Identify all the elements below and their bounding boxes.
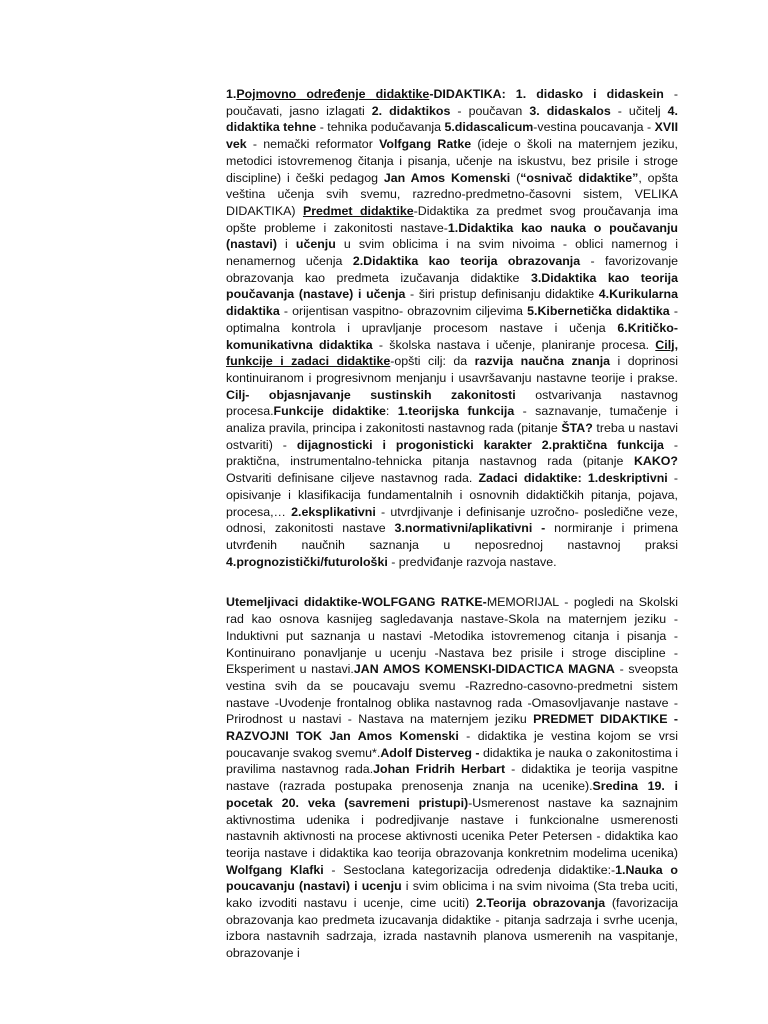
text-run: - školska nastava i učenje, planiranje procesa. [372, 337, 656, 352]
text-run: (ideje o školi na maternjem jeziku, metodici istovremenog čitanja i pisanja, učenje na iskustvu, bez prisile i stroge discipline) i češki pedagog [226, 137, 678, 185]
text-run: Funkcije didaktike [273, 404, 386, 419]
text-run: - utvrdjivanje i definisanje uzročno- posledične veze, odnosi, zakonitosti nastave [226, 504, 678, 536]
text-run: 2.Didaktika kao teorija obrazovanja [352, 254, 581, 269]
text-run: PREDMET DIDAKTIKE - RAZVOJNI TOK Jan Amos Komenski [226, 712, 678, 744]
text-run: -vestina poucavanja - [533, 120, 655, 135]
text-run [532, 438, 542, 452]
text-run: - didaktika je teorija vaspitne nastave (razrada postupaka prenosenja znanja na ucenike). [226, 762, 678, 794]
text-run: Jan Amos Komenski [383, 170, 511, 185]
text-run: - tehnika podučavanja [316, 120, 445, 135]
text-run: Pojmovno određenje didaktike [236, 87, 430, 101]
text-run: ostvarivanja nastavnog procesa. [226, 387, 678, 419]
text-run: - nemački reformator [246, 137, 380, 152]
text-run: 4.prognozistički/futurološki [226, 554, 388, 569]
text-run: 5.Kibernetička didaktika [527, 304, 670, 319]
text-run: - poučavati, jasno izlagati [226, 87, 679, 118]
text-run: 6.Kritičko-komunikativna didaktika [226, 320, 678, 352]
text-run: - sveopsta vestina svih da se poucavaju svemu -Razredno-casovno-predmetni sistem nastave -Uvodenje frontalnog oblika nastavnog rada -Omasovljavanje nastave -Prirodnost u nastavi - Nastava na maternjem jeziku [226, 662, 679, 727]
text-run: Cilj- objasnjavanje sustinskih zakonitosti [226, 387, 516, 402]
text-run: 3.normativni/aplikativni - [394, 521, 546, 536]
text-run: KAKO? [633, 454, 678, 469]
text-run: 2.Teorija obrazovanja [475, 896, 606, 911]
paragraph-utemeljivaci-didaktike [226, 594, 678, 961]
text-run: - saznavanje, tumačenje i analiza pravila, principa i zakonitosti nastavnog rada (pitanje [226, 404, 678, 436]
text-run: 1. [226, 87, 237, 101]
text-run: - optimalna kontrola i upravljanje procesom nastave i učenja [226, 304, 678, 335]
text-run: Ostvariti definisane ciljeve nastavnog rada. [226, 471, 479, 486]
text-run: MEMORIJAL - pogledi na Skolski rad kao osnova kasnijeg sagledavanja nastave-Skola na maternjem jeziku -Induktivni put saznanja u nastavi -Metodika istovremenog citanja i pisanja -Kontinuirano ponavljanje u ucenju -Nastava bez prisile i stroge discipline -Eksperiment u nastavi. [226, 595, 678, 677]
text-run: 1.Nauka o poucavanju (nastavi) i ucenju [226, 862, 678, 894]
text-run: - praktična, instrumentalno-tehnicka pitanja nastavnog rada (pitanje [226, 437, 678, 469]
text-run: Zadaci didaktike: 1.deskriptivni [478, 471, 668, 486]
text-run: 4. didaktika tehne [226, 103, 678, 135]
text-run: razvija naučna znanja [474, 354, 611, 369]
text-run: 2.eksplikativni [291, 504, 376, 519]
text-run: učenju [295, 237, 336, 252]
text-run: - Sestoclana kategorizacija odredenja didaktike:- [323, 862, 616, 877]
text-run: Utemeljivaci didaktike-WOLFGANG RATKE- [226, 595, 487, 610]
text-run: (favorizacija obrazovanja kao predmeta izucavanja didaktike - pitanja sadrzaja i svrhe ucenja, izbora nastavnih sadrzaja, izrada nastavnih planova usmerenih na vaspitanje, obrazovanje i [226, 896, 678, 961]
document-page [226, 86, 678, 962]
text-run: - poučavan [450, 103, 530, 118]
text-run: Predmet didaktike [302, 203, 414, 218]
text-run: - učitelj [610, 103, 668, 118]
text-run: -opšti cilj: da [390, 354, 475, 369]
paragraph-didaktika-definition [226, 86, 678, 570]
text-run: 1.teorijska funkcija [397, 404, 515, 419]
text-run: normiranje i primena utvrđenih naučnih saznanja u neposrednoj nastavnoj praksi [226, 521, 678, 552]
text-run: 3. didaskalos [529, 103, 611, 118]
text-run: : [385, 404, 398, 419]
text-run: didaktika je nauka o zakonitostima i pravilima nastavnog rada. [226, 745, 678, 777]
text-run: Sredina 19. i pocetak 20. veka (savremeni pristupi) [226, 779, 678, 810]
text-run: - predviđanje razvoja nastave. [387, 554, 557, 569]
text-run: 3.Didaktika kao teorija poučavanja (nastave) i učenja [226, 270, 678, 302]
text-run: “osnivač didaktike” [520, 170, 639, 185]
text-run: - širi pristup definisanju didaktike [405, 287, 599, 302]
text-run: -DIDAKTIKA: 1. didasko i didaskein [429, 87, 664, 101]
text-run: Wolfgang Klafki [226, 862, 324, 877]
text-run: -Didaktika za predmet svog proučavanja ima opšte probleme i zakonitosti nastave- [226, 203, 678, 235]
text-run: dijagnosticki i progonisticki karakter [296, 437, 532, 452]
text-run: - orijentisan vaspitno- obrazovnim ciljevima [279, 304, 528, 319]
text-run: - didaktika je vestina kojom se vrsi poucavanje svakog svemu*. [226, 729, 678, 760]
text-run: i doprinosi kontinuiranom i progresivnom menjanju i usavršavanju nastavne teorije i prakse. [226, 354, 679, 385]
text-run: i [276, 237, 296, 252]
text-run: - favorizovanje obrazovanja kao predmeta izučavanja didaktike [226, 254, 678, 285]
text-run: 2.praktična funkcija [541, 437, 664, 452]
text-run: - opisivanje i klasifikacija fundamentalnih i osnovnih didaktičkih pitanja, pojava, procesa,… [226, 471, 678, 519]
text-run: i svim oblicima i na svim nivoima (Sta treba uciti, kako izvoditi nastavu i ucenje, cime uciti) [226, 879, 678, 911]
text-run: 5.didascalicum [444, 120, 534, 135]
text-run: ŠTA? [561, 421, 593, 436]
text-run: Volfgang Ratke [379, 137, 472, 152]
text-run: 4.Kurikularna didaktika [226, 287, 678, 319]
text-run: JAN AMOS KOMENSKI-DIDACTICA MAGNA [353, 662, 615, 677]
text-run: 2. didaktikos [371, 103, 451, 118]
text-run: , opšta veština učenja svih svemu, razredno-predmetno-časovni sistem, VELIKA DIDAKTIKA) [226, 170, 678, 218]
text-run: ( [510, 170, 521, 185]
text-run: treba u nastavi ostvariti) - [226, 421, 678, 452]
text-run: XVII vek [226, 120, 679, 152]
text-run: -Usmerenost nastave ka saznajnim aktivnostima udenika i podredjivanje nastave i funkcionalne usmerenosti nastavnih aktivnosti na procese aktivnosti ucenika Peter Petersen - didaktika kao teorija nastave i didaktika kao teorija obrazovanja konkretnim modelima ucenika) [226, 795, 678, 860]
text-run: u svim oblicima i na svim nivoima - oblici namernog i nenamernog učenja [226, 237, 679, 269]
text-run: Adolf Disterveg - [380, 745, 480, 760]
text-run: Cilj, funkcije i zadaci didaktike [226, 337, 679, 369]
text-run: Johan Fridrih Herbart [373, 762, 506, 777]
text-run: 1.Didaktika kao nauka o poučavanju (nastavi) [226, 220, 678, 252]
